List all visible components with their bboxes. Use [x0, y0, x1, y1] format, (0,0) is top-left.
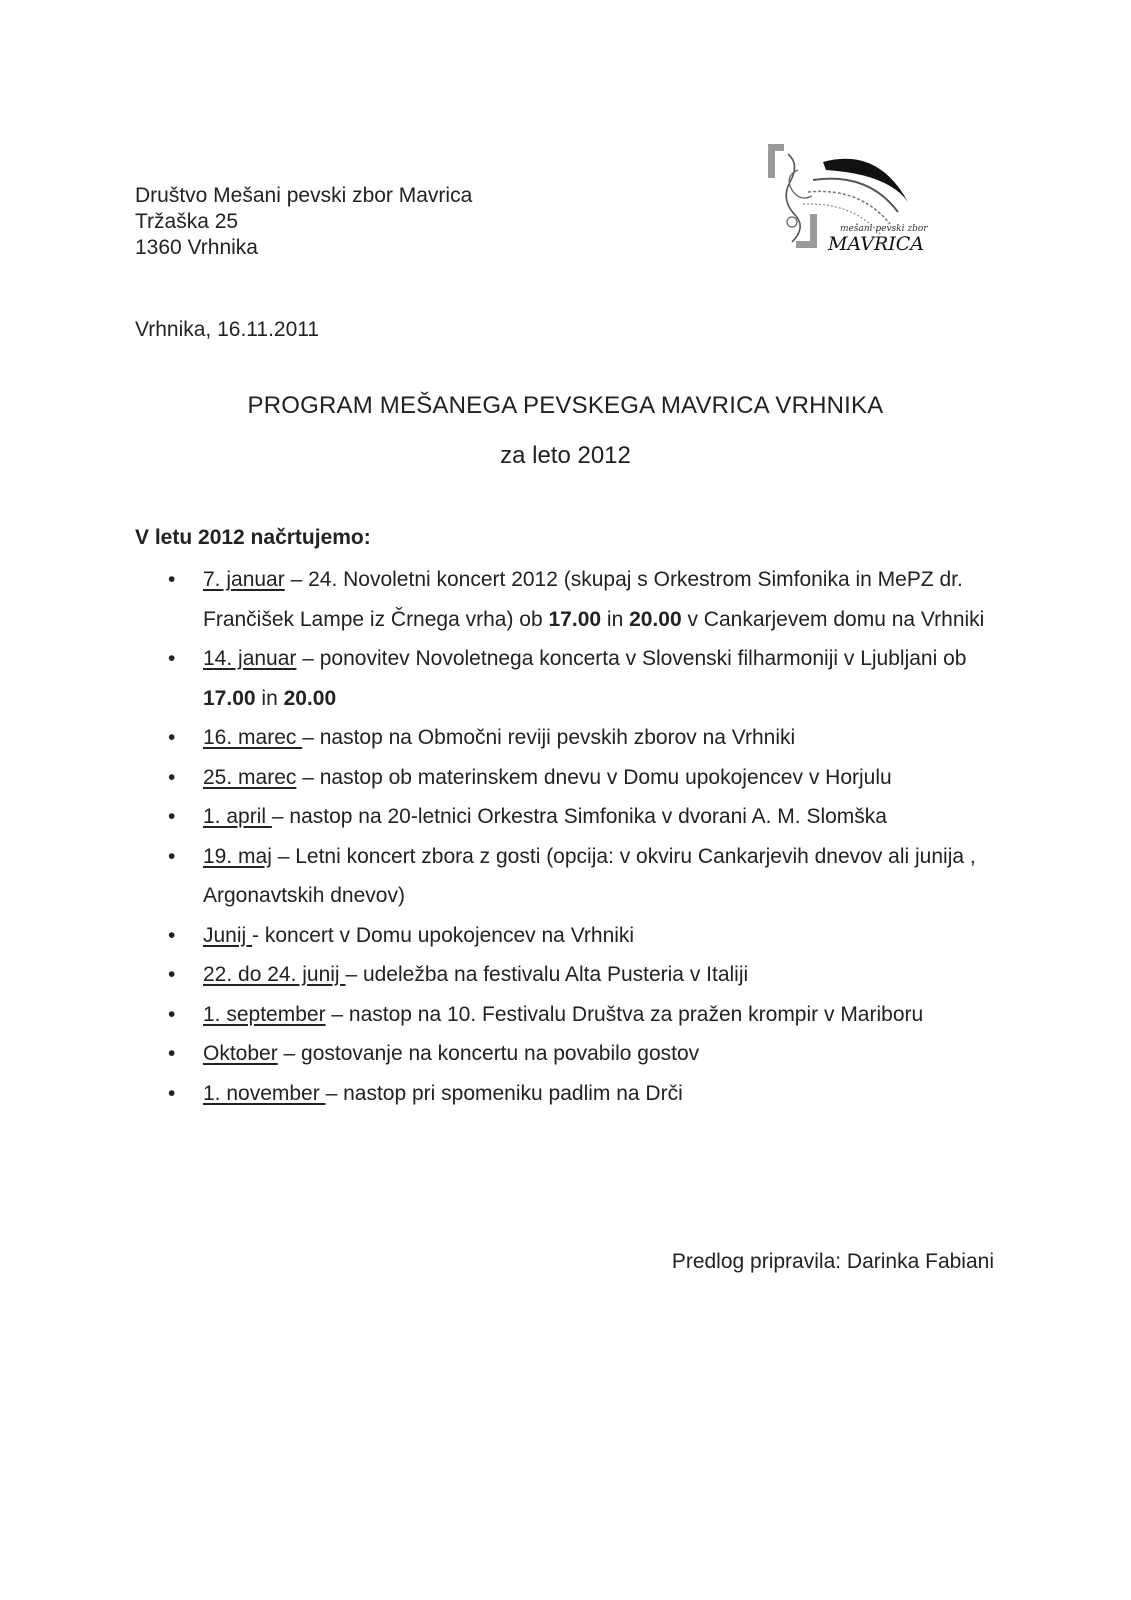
signature-line: Predlog pripravila: Darinka Fabiani [671, 1250, 994, 1273]
bullet-icon: • [168, 568, 176, 591]
intro-heading: V letu 2012 načrtujemo: [135, 526, 371, 549]
bullet-icon: • [168, 1002, 176, 1026]
event-date: 16. marec [203, 726, 303, 749]
list-item [135, 639, 1005, 718]
event-date: 14. januar [203, 647, 297, 670]
event-list [135, 560, 1005, 1113]
event-date: Oktober [203, 1042, 278, 1065]
event-text: in [255, 686, 284, 710]
bullet-icon: • [168, 726, 176, 749]
list-item [135, 1074, 1005, 1114]
event-text: – nastop na 20-letnici Orkestra Simfonika v dvorani A. M. Slomška [271, 805, 887, 828]
event-time: 17.00 [548, 607, 602, 631]
event-date: 25. marec [203, 765, 297, 789]
event-date: 1. november [203, 1081, 326, 1105]
bullet-icon: • [168, 1042, 176, 1065]
bullet-icon: • [168, 1081, 176, 1105]
document-title: PROGRAM MEŠANEGA PEVSKEGA MAVRICA VRHNIKA [247, 392, 884, 419]
event-text: – 24. Novoletni koncert 2012 (skupaj s Orkestrom Simfonika in MePZ dr. Frančišek Lampe iz Črnega vrha) ob [203, 568, 963, 631]
event-text: in [601, 607, 630, 631]
event-date: 22. do 24. junij [203, 963, 346, 986]
event-text: – udeležba na festivalu Alta Pusteria v Italiji [345, 963, 749, 986]
logo-small-text: mešani pevski zbor [840, 224, 928, 234]
sender-name: Društvo Mešani pevski zbor Mavrica [135, 184, 473, 207]
sender-address [135, 183, 472, 261]
event-text: - koncert v Domu upokojencev na Vrhniki [252, 923, 635, 947]
bullet-icon: • [168, 805, 176, 828]
event-time: 20.00 [629, 607, 682, 631]
event-text: – nastop pri spomeniku padlim na Drči [325, 1081, 683, 1105]
sender-street: Tržaška 25 [135, 210, 239, 233]
event-text: v Cankarjevem domu na Vrhniki [681, 607, 985, 631]
list-item [135, 560, 1005, 639]
bullet-icon: • [168, 923, 176, 947]
list-item [135, 758, 1005, 798]
list-item [135, 837, 1005, 916]
bullet-icon: • [168, 963, 176, 986]
event-time: 17.00 [203, 686, 256, 710]
list-item [135, 797, 1005, 837]
list-item [135, 995, 1005, 1035]
event-text: – nastop ob materinskem dnevu v Domu upokojencev v Horjulu [296, 765, 892, 789]
logo-name: MAVRICA [828, 233, 925, 255]
list-item [135, 916, 1005, 956]
event-text: – nastop na Območni reviji pevskih zborov na Vrhniki [302, 726, 796, 749]
sender-city: 1360 Vrhnika [135, 236, 258, 259]
list-item [135, 1034, 1005, 1074]
event-text: – gostovanje na koncertu na povabilo gostov [277, 1042, 700, 1065]
list-item [135, 718, 1005, 758]
document-subtitle: za leto 2012 [500, 442, 631, 469]
event-date: Junij [203, 923, 253, 947]
bullet-icon: • [168, 765, 176, 789]
event-date: 7. januar [203, 568, 285, 591]
event-date: 1. april [203, 805, 272, 828]
event-date: 19. maj [203, 844, 272, 868]
event-text: – nastop na 10. Festivalu Društva za pražen krompir v Mariboru [325, 1002, 924, 1026]
list-item [135, 955, 1005, 995]
event-text: – Letni koncert zbora z gosti (opcija: v okviru Cankarjevih dnevov ali junija , Argonavtskih dnevov) [203, 844, 976, 907]
bullet-icon: • [168, 647, 176, 670]
event-text: – ponovitev Novoletnega koncerta v Slovenski filharmoniji v Ljubljani ob [296, 647, 967, 670]
bullet-icon: • [168, 844, 176, 868]
date-line: Vrhnika, 16.11.2011 [135, 318, 320, 341]
event-time: 20.00 [283, 686, 337, 710]
mavrica-logo [768, 142, 958, 264]
event-date: 1. september [203, 1002, 326, 1026]
